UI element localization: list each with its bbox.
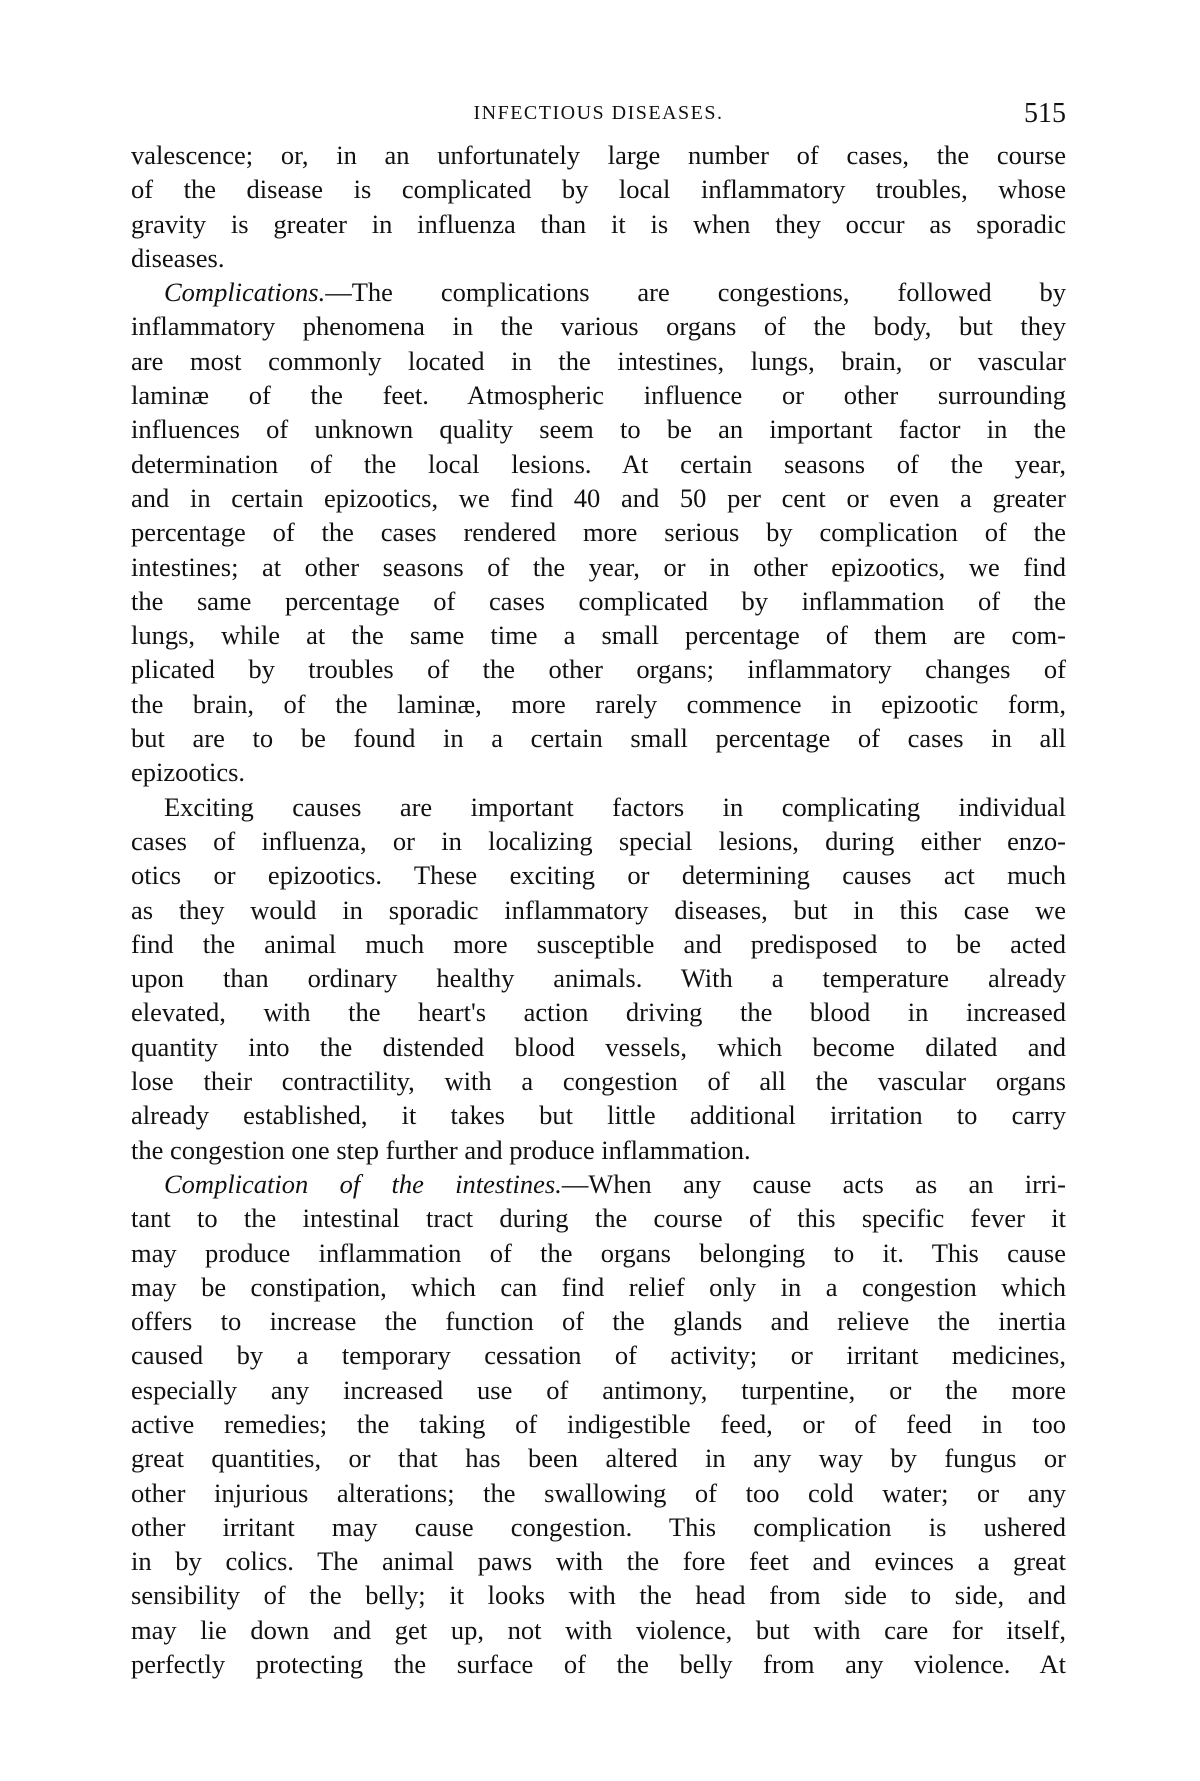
text-line: otics or epizootics. These exciting or determining causes act much: [131, 860, 1066, 891]
text-line: tant to the intestinal tract during the course of this specific fever it: [131, 1203, 1066, 1234]
paragraph-complications: [131, 275, 1066, 789]
text-line: diseases.: [131, 242, 225, 273]
text-line: offers to increase the function of the glands and relieve the inertia: [131, 1306, 1066, 1337]
text-line: quantity into the distended blood vessels, which become dilated and: [131, 1031, 1066, 1062]
text-line: upon than ordinary healthy animals. With a temperature already: [131, 963, 1066, 994]
text-line: influences of unknown quality seem to be an important factor in the: [131, 414, 1066, 445]
text-line: other irritant may cause congestion. This complication is ushered: [131, 1511, 1066, 1542]
text-line: intestines; at other seasons of the year, or in other epizootics, we find: [131, 551, 1066, 582]
text-line: inflammatory phenomena in the various organs of the body, but they: [131, 311, 1066, 342]
text-line: cases of influenza, or in localizing special lesions, during either enzo-: [131, 825, 1066, 856]
text-line: in by colics. The animal paws with the fore feet and evinces a great: [131, 1546, 1066, 1577]
text-line: determination of the local lesions. At certain seasons of the year,: [131, 448, 1066, 479]
text-line: great quantities, or that has been altered in any way by fungus or: [131, 1443, 1066, 1474]
text-line: of the disease is complicated by local inflammatory troubles, whose: [131, 174, 1066, 205]
running-head: [131, 98, 1066, 138]
text-line: the same percentage of cases complicated by inflammation of the: [131, 585, 1066, 616]
text-line: and in certain epizootics, we find 40 and 50 per cent or even a greater: [131, 482, 1066, 513]
text-line: perfectly protecting the surface of the belly from any violence. At: [131, 1649, 1066, 1680]
text-line-content: —The complications are congestions, followed by: [325, 277, 1066, 308]
text-line: active remedies; the taking of indigestible feed, or of feed in too: [131, 1408, 1066, 1439]
paragraph-complication-intestines: [131, 1167, 1066, 1681]
text-line: as they would in sporadic inflammatory diseases, but in this case we: [131, 894, 1066, 925]
text-line: caused by a temporary cessation of activity; or irritant medicines,: [131, 1340, 1066, 1371]
page-number: 515: [1024, 98, 1066, 129]
text-line: elevated, with the heart's action driving the blood in increased: [131, 997, 1066, 1028]
running-title: INFECTIOUS DISEASES.: [473, 102, 724, 124]
text-line-content: —When any cause acts as an irri-: [561, 1168, 1066, 1199]
text-line: find the animal much more susceptible and predisposed to be acted: [131, 928, 1066, 959]
text-line: may produce inflammation of the organs belonging to it. This cause: [131, 1237, 1066, 1268]
text-line: other injurious alterations; the swallowing of too cold water; or any: [131, 1477, 1066, 1508]
text-line: plicated by troubles of the other organs; inflammatory changes of: [131, 654, 1066, 685]
paragraph-exciting-causes: [131, 790, 1066, 1167]
text-line: may lie down and get up, not with violence, but with care for itself,: [131, 1614, 1066, 1645]
text-line: laminæ of the feet. Atmospheric influence or other surrounding: [131, 380, 1066, 411]
text-line: valescence; or, in an unfortunately large number of cases, the course: [131, 140, 1066, 170]
paragraph-continuation: [131, 138, 1066, 275]
text-line: already established, it takes but little additional irritation to carry: [131, 1100, 1066, 1131]
text-line: percentage of the cases rendered more serious by complication of the: [131, 517, 1066, 548]
text-line: lungs, while at the same time a small percentage of them are com-: [131, 620, 1066, 651]
section-heading: Complications.: [164, 277, 326, 308]
text-line: [131, 275, 1066, 309]
text-line: are most commonly located in the intestines, lungs, brain, or vascular: [131, 345, 1066, 376]
text-line: the congestion one step further and produce inflammation.: [131, 1134, 751, 1165]
text-line: may be constipation, which can find relief only in a congestion which: [131, 1271, 1066, 1302]
text-line: [131, 1167, 1066, 1201]
body-text: [131, 138, 1066, 1681]
text-line: especially any increased use of antimony, turpentine, or the more: [131, 1374, 1066, 1405]
text-line: lose their contractility, with a congestion of all the vascular organs: [131, 1066, 1066, 1097]
text-line: gravity is greater in influenza than it is when they occur as sporadic: [131, 208, 1066, 239]
text-line: but are to be found in a certain small percentage of cases in all: [131, 723, 1066, 754]
text-line: sensibility of the belly; it looks with the head from side to side, and: [131, 1580, 1066, 1611]
text-line: the brain, of the laminæ, more rarely commence in epizootic form,: [131, 688, 1066, 719]
text-line: epizootics.: [131, 757, 246, 788]
text-line: Exciting causes are important factors in complicating individual: [164, 791, 1066, 822]
section-heading: Complication of the intestines.: [164, 1168, 562, 1199]
